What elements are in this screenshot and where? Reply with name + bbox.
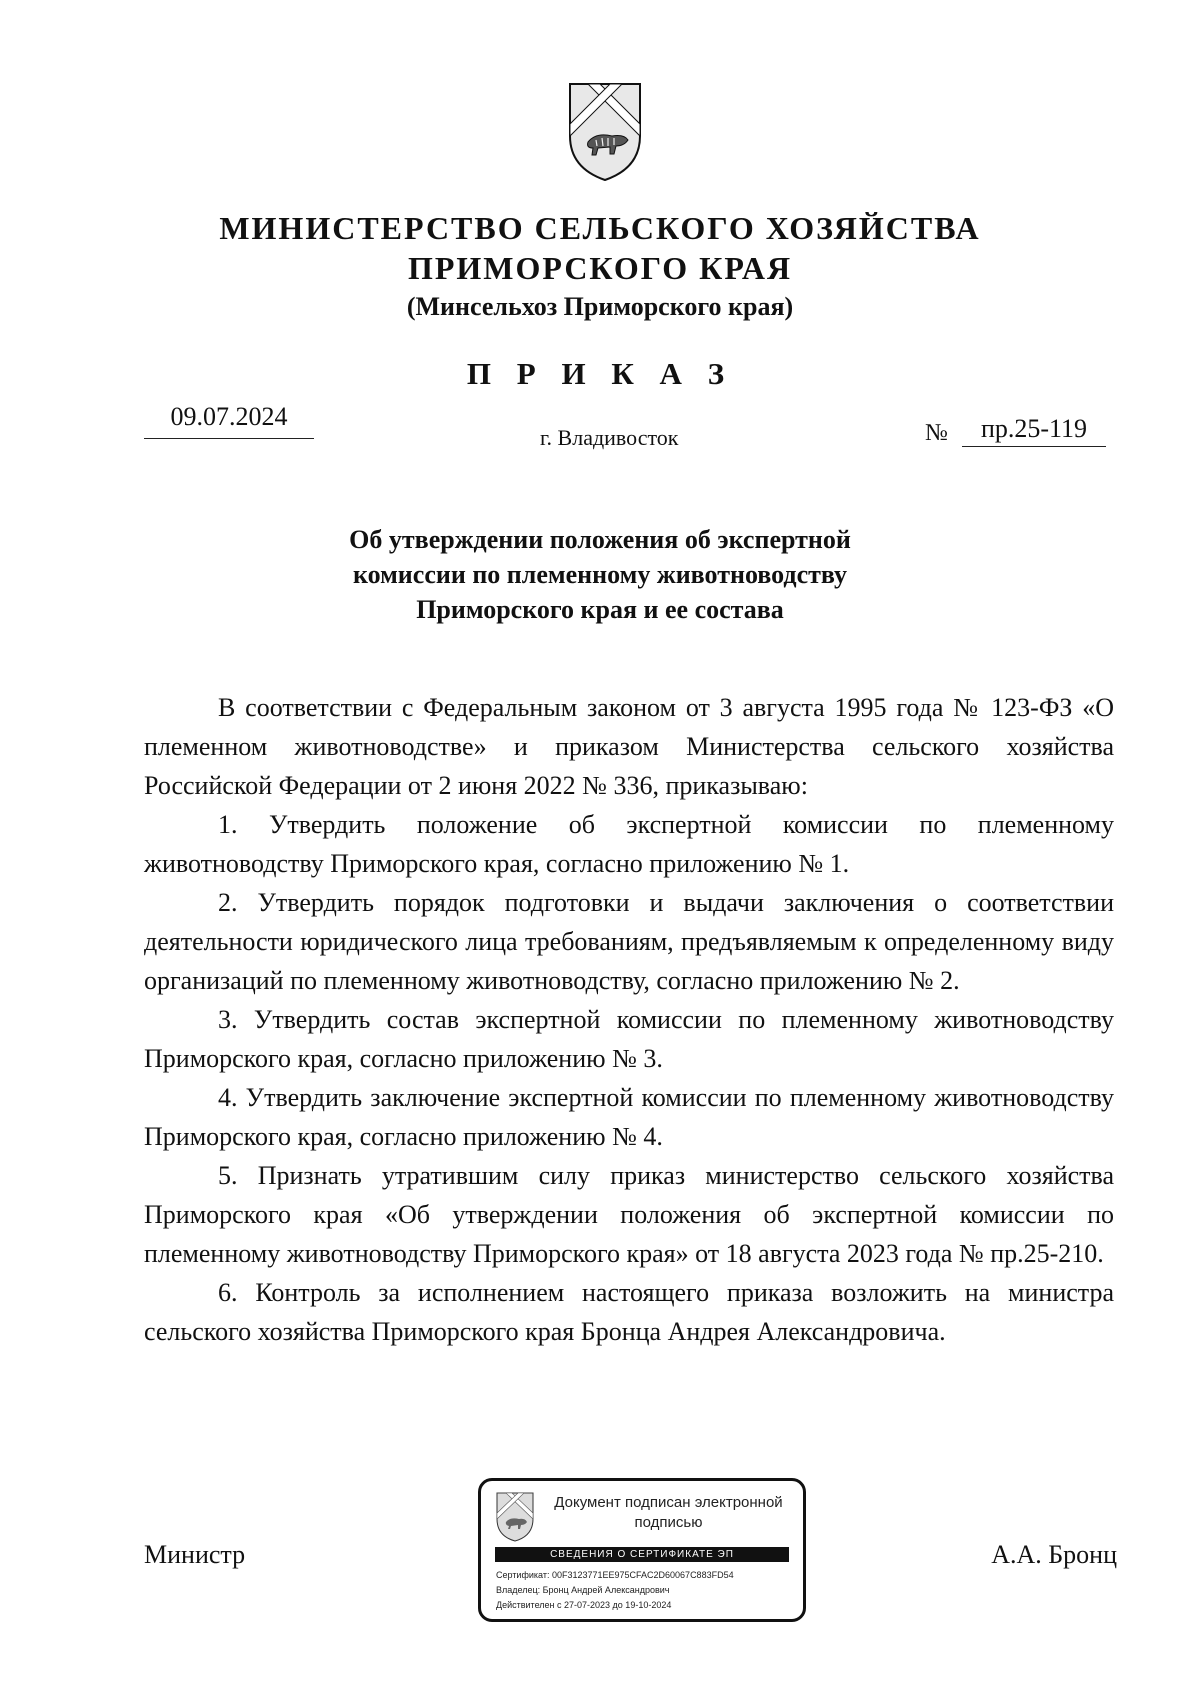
ministry-name-line2: ПРИМОРСКОГО КРАЯ <box>407 250 793 286</box>
stamp-owner: Владелец: Бронц Андрей Александрович <box>496 1585 670 1595</box>
preamble-paragraph: В соответствии с Федеральным законом от 3 августа 1995 года № 123-ФЗ «О племенном животноводстве» и приказом Министерства сельского хозяйства Российской Федерации от 2 июня 2022 № 336, приказываю: <box>144 693 1114 800</box>
order-body <box>144 688 1114 1351</box>
clause-3: 3. Утвердить состав экспертной комиссии по племенному животноводству Приморского края, согласно приложению № 3. <box>144 1005 1114 1073</box>
ministry-name-line1: МИНИСТЕРСТВО СЕЛЬСКОГО ХОЗЯЙСТВА <box>219 210 981 246</box>
stamp-certificate-id: Сертификат: 00F3123771EE975CFAC2D60067C883FD54 <box>496 1570 734 1580</box>
order-city: г. Владивосток <box>540 425 679 450</box>
stamp-coat-of-arms-icon <box>495 1491 535 1543</box>
stamp-certificate-header: СВЕДЕНИЯ О СЕРТИФИКАТЕ ЭП <box>495 1547 789 1562</box>
stamp-validity: Действителен с 27-07-2023 до 19-10-2024 <box>496 1600 672 1610</box>
document-type: П Р И К А З <box>466 356 734 391</box>
clause-1: 1. Утвердить положение об экспертной комиссии по племенному животноводству Приморского края, согласно приложению № 1. <box>144 810 1114 878</box>
order-date: 09.07.2024 <box>144 402 314 439</box>
signatory-name: А.А. Бронц <box>991 1540 1117 1569</box>
clause-4: 4. Утвердить заключение экспертной комиссии по племенному животноводству Приморского края, согласно приложению № 4. <box>144 1083 1114 1151</box>
clause-5: 5. Признать утратившим силу приказ министерство сельского хозяйства Приморского края «Об утверждении положения об экспертной комиссии по племенному животноводству Приморского края» от 18 августа 2023 года № пр.25-210. <box>144 1161 1114 1268</box>
clause-2: 2. Утвердить порядок подготовки и выдачи заключения о соответствии деятельности юридического лица требованиям, предъявляемым к определенному виду организаций по племенному животноводству, согласно приложению № 2. <box>144 888 1114 995</box>
ministry-short-name: (Минсельхоз Приморского края) <box>406 292 794 321</box>
order-number: пр.25-119 <box>962 414 1106 447</box>
electronic-signature-stamp <box>478 1478 806 1622</box>
coat-of-arms-icon <box>566 80 644 182</box>
clause-6: 6. Контроль за исполнением настоящего приказа возложить на министра сельского хозяйства Приморского края Бронца Андрея Александровича. <box>144 1278 1114 1346</box>
signatory-position: Министр <box>144 1540 246 1569</box>
stamp-title: Документ подписан электронной подписью <box>554 1494 783 1531</box>
number-sign: № <box>925 420 948 446</box>
order-title: Об утверждении положения об экспертной комиссии по племенному животноводству Приморского края и ее состава <box>349 525 851 624</box>
